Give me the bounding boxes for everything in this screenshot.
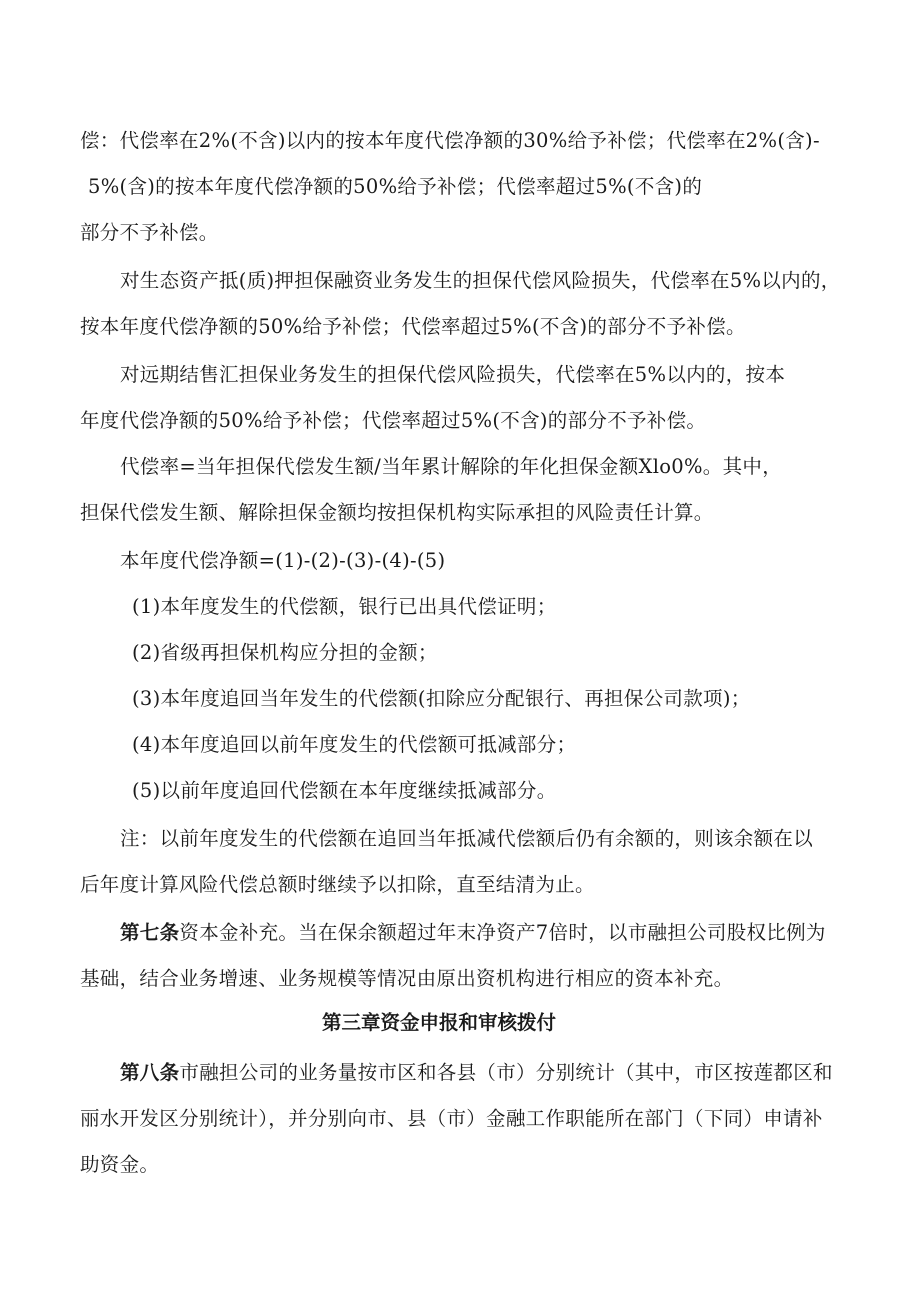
list-item-3: (3)本年度追回当年发生的代偿额(扣除应分配银行、再担保公司款项)；	[132, 687, 751, 710]
paragraph-3-line-2: 年度代偿净额的50%给予补偿；代偿率超过5%(不含)的部分不予补偿。	[80, 409, 707, 432]
paragraph-1-line-3: 部分不予补偿。	[80, 221, 219, 244]
article-8-label: 第八条	[120, 1061, 180, 1084]
note-line-1: 注：以前年度发生的代偿额在追回当年抵减代偿额后仍有余额的，则该余额在以	[120, 827, 814, 850]
paragraph-1-line-2: 5%(含)的按本年度代偿净额的50%给予补偿；代偿率超过5%(不含)的	[88, 175, 703, 198]
formula-line: 本年度代偿净额=(1)-(2)-(3)-(4)-(5)	[120, 549, 446, 572]
article-7-line-2: 基础，结合业务增速、业务规模等情况由原出资机构进行相应的资本补充。	[80, 967, 734, 990]
chapter-3-title: 第三章资金申报和审核拨付	[322, 1011, 557, 1034]
article-7-label: 第七条	[120, 921, 180, 944]
list-item-1: (1)本年度发生的代偿额，银行已出具代偿证明；	[132, 595, 557, 618]
paragraph-4-line-1: 代偿率=当年担保代偿发生额/当年累计解除的年化担保金额Xlo0%。其中，	[120, 455, 783, 478]
note-line-2: 后年度计算风险代偿总额时继续予以扣除，直至结清为止。	[80, 873, 595, 896]
list-item-2: (2)省级再担保机构应分担的金额；	[132, 641, 438, 664]
article-7-text: 资本金补充。当在保余额超过年末净资产7倍时，以市融担公司股权比例为	[179, 921, 826, 944]
list-item-5: (5)以前年度追回代偿额在本年度继续抵减部分。	[132, 779, 557, 802]
article-7-line-1	[120, 920, 826, 946]
list-item-4: (4)本年度追回以前年度发生的代偿额可抵减部分；	[132, 733, 577, 756]
article-8-text: 市融担公司的业务量按市区和各县（市）分别统计（其中，市区按莲都区和	[179, 1061, 833, 1084]
paragraph-3-line-1: 对远期结售汇担保业务发生的担保代偿风险损失，代偿率在5%以内的，按本	[120, 363, 786, 386]
paragraph-1-line-1: 偿：代偿率在2%(不含)以内的按本年度代偿净额的30%给予补偿；代偿率在2%(含)-	[80, 129, 820, 152]
article-8-line-1	[120, 1060, 833, 1086]
paragraph-2-line-1: 对生态资产抵(质)押担保融资业务发生的担保代偿风险损失，代偿率在5%以内的，	[120, 269, 841, 292]
paragraph-4-line-2: 担保代偿发生额、解除担保金额均按担保机构实际承担的风险责任计算。	[80, 501, 714, 524]
article-8-line-2: 丽水开发区分别统计），并分别向市、县（市）金融工作职能所在部门（下同）申请补	[80, 1107, 823, 1130]
article-8-line-3: 助资金。	[80, 1153, 160, 1176]
paragraph-2-line-2: 按本年度代偿净额的50%给予补偿；代偿率超过5%(不含)的部分不予补偿。	[80, 315, 746, 338]
